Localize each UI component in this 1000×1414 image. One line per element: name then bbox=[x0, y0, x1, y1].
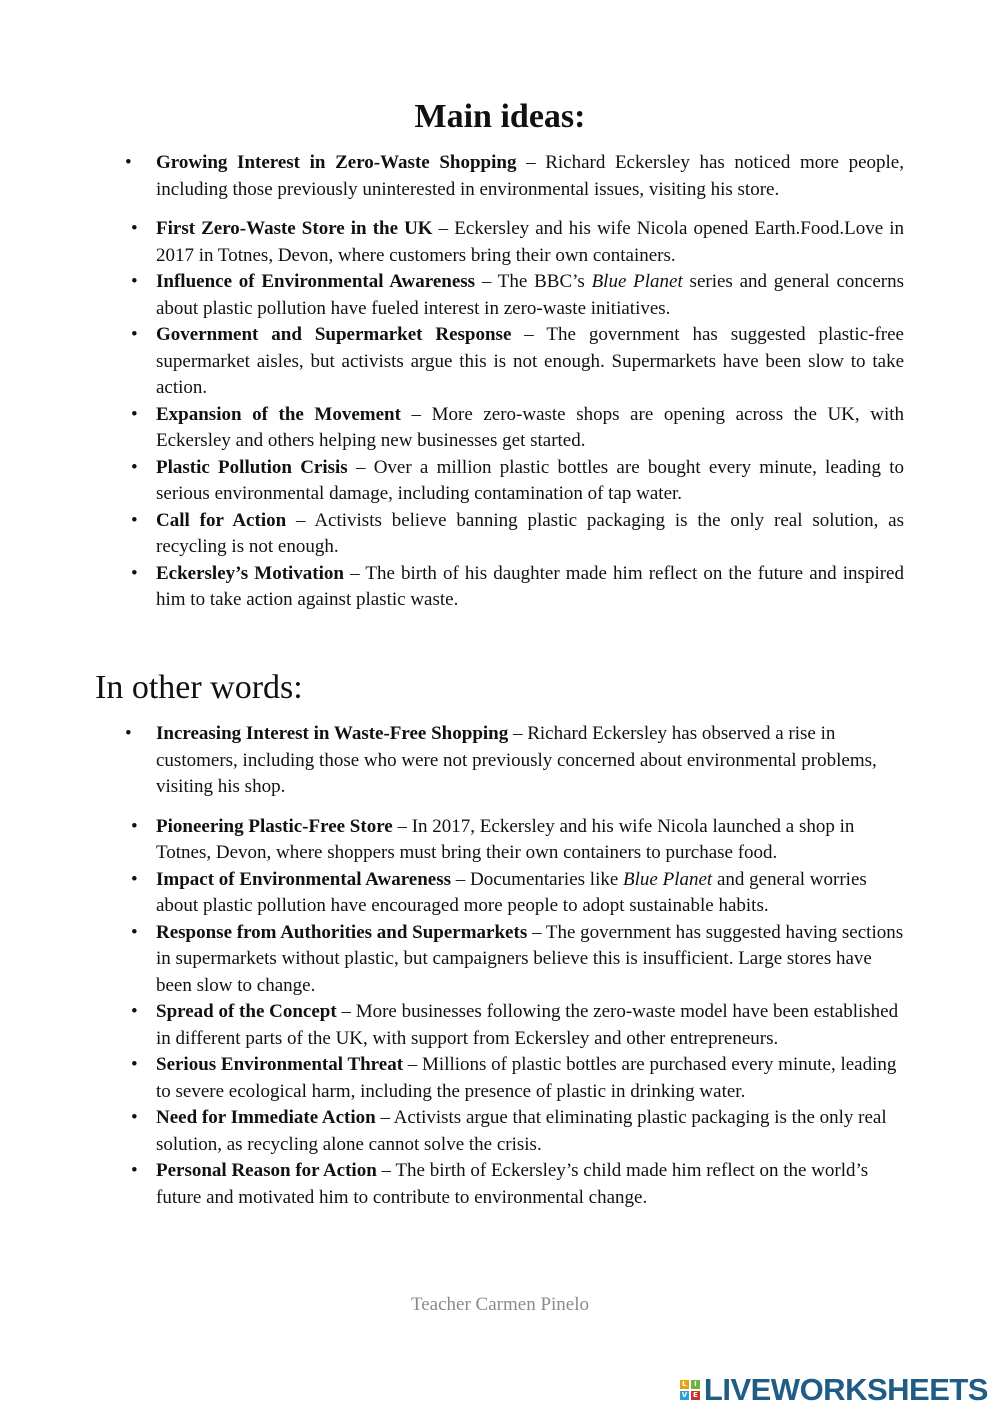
other-words-list bbox=[0, 721, 1000, 1211]
main-ideas-list bbox=[0, 150, 1000, 614]
item-text: More businesses following the zero-waste model have been established in different parts of the UK, with support from Eckersley and other entrepreneurs. bbox=[156, 1001, 899, 1049]
logo-square: I bbox=[691, 1380, 700, 1389]
item-separator: – bbox=[400, 403, 432, 425]
main-idea-item bbox=[156, 150, 904, 203]
logo-square: V bbox=[681, 1391, 688, 1399]
main-idea-item bbox=[156, 402, 904, 455]
item-separator: – bbox=[508, 723, 528, 744]
logo-square: L bbox=[680, 1380, 689, 1389]
item-text: Activists argue that eliminating plastic packaging is the only real solution, as recycling alone cannot solve the crisis. bbox=[156, 1107, 887, 1155]
item-heading: Plastic Pollution Crisis bbox=[156, 456, 348, 478]
teacher-credit: Teacher Carmen Pinelo bbox=[410, 1294, 590, 1315]
main-ideas-title: Main ideas: bbox=[414, 98, 586, 135]
item-separator: – bbox=[451, 868, 471, 890]
item-heading: Expansion of the Movement bbox=[156, 403, 401, 425]
item-heading: Growing Interest in Zero-Waste Shopping bbox=[156, 152, 517, 173]
item-heading: Serious Environmental Threat bbox=[156, 1054, 404, 1075]
liveworksheets-logo-icon bbox=[680, 1380, 700, 1400]
item-heading: First Zero-Waste Store in the UK bbox=[156, 218, 433, 239]
main-idea-item bbox=[156, 455, 904, 508]
item-separator: – bbox=[475, 271, 498, 292]
item-text: In 2017, Eckersley and his wife Nicola launched a shop in Totnes, Devon, where shoppers must bring their own containers to purchase food. bbox=[156, 815, 855, 863]
item-text: Activists believe banning plastic packaging is the only real solution, as recycling is not enough. bbox=[156, 509, 904, 557]
item-text-lead: Documentaries like bbox=[470, 868, 624, 890]
item-separator: – bbox=[376, 1160, 396, 1181]
other-words-item bbox=[156, 999, 904, 1052]
other-words-item bbox=[156, 1052, 904, 1105]
item-text: Eckersley and his wife Nicola opened Earth.Food.Love in 2017 in Totnes, Devon, where customers bring their own containers. bbox=[156, 218, 905, 266]
other-words-item bbox=[156, 1105, 904, 1158]
item-heading: Government and Supermarket Response bbox=[156, 324, 512, 345]
item-separator: – bbox=[516, 152, 546, 173]
item-separator: – bbox=[432, 218, 455, 239]
item-separator: – bbox=[286, 509, 315, 531]
main-idea-item bbox=[156, 269, 904, 322]
item-text: and general worries about plastic pollution have encouraged more people to adopt sustainable habits. bbox=[156, 868, 867, 916]
item-heading: Pioneering Plastic-Free Store bbox=[156, 815, 393, 837]
item-heading: Need for Immediate Action bbox=[156, 1107, 376, 1128]
other-words-item bbox=[156, 1158, 904, 1211]
item-text-lead: The BBC’s bbox=[497, 271, 592, 292]
liveworksheets-logo[interactable] bbox=[680, 1371, 988, 1409]
item-text: Richard Eckersley has observed a rise in customers, including those who were not previously concerned about environmental problems, visiting his shop. bbox=[156, 723, 877, 797]
other-words-item bbox=[156, 867, 904, 920]
item-heading: Eckersley’s Motivation bbox=[156, 562, 344, 584]
item-heading: Influence of Environmental Awareness bbox=[156, 271, 476, 292]
item-heading: Call for Action bbox=[156, 509, 287, 531]
main-idea-item bbox=[156, 322, 904, 402]
item-text: More zero-waste shops are opening across the UK, with Eckersley and others helping new businesses get started. bbox=[156, 403, 904, 451]
item-separator: – bbox=[527, 921, 546, 943]
item-text: The birth of his daughter made him reflect on the future and inspired him to take action against plastic waste. bbox=[156, 562, 904, 610]
item-heading: Response from Authorities and Supermarkets bbox=[156, 921, 528, 943]
item-separator: – bbox=[343, 562, 366, 584]
item-heading: Spread of the Concept bbox=[156, 1001, 337, 1022]
main-idea-item bbox=[156, 508, 904, 561]
logo-square: E bbox=[691, 1391, 700, 1400]
item-text: Over a million plastic bottles are bought every minute, leading to serious environmental damage, including contamination of tap water. bbox=[156, 456, 904, 504]
item-heading: Impact of Environmental Awareness bbox=[156, 868, 452, 890]
item-separator: – bbox=[347, 456, 374, 478]
item-text-italic: Blue Planet bbox=[591, 271, 683, 292]
item-separator: – bbox=[375, 1107, 394, 1128]
main-idea-item bbox=[156, 216, 904, 269]
other-words-item bbox=[156, 814, 904, 867]
item-text: The government has suggested plastic-free supermarket aisles, but activists argue this is not enough. Supermarkets have been slow to take action. bbox=[156, 324, 904, 398]
item-text: Millions of plastic bottles are purchased every minute, leading to severe ecological harm, including the presence of plastic in drinking water. bbox=[156, 1054, 897, 1102]
item-separator: – bbox=[336, 1001, 356, 1022]
other-words-item bbox=[156, 920, 904, 1000]
item-text: The government has suggested having sections in supermarkets without plastic, but campaigners believe this is insufficient. Large stores have been slow to change. bbox=[156, 921, 904, 996]
item-separator: – bbox=[511, 324, 547, 345]
item-text: The birth of Eckersley’s child made him reflect on the world’s future and motivated him to contribute to environmental change. bbox=[156, 1160, 869, 1208]
item-separator: – bbox=[392, 815, 412, 837]
main-idea-item bbox=[156, 561, 904, 614]
item-text-italic: Blue Planet bbox=[623, 868, 713, 890]
item-text: Richard Eckersley has noticed more people, including those previously uninterested in environmental issues, visiting his store. bbox=[156, 152, 904, 200]
item-text: series and general concerns about plastic pollution have fueled interest in zero-waste initiatives. bbox=[156, 271, 905, 319]
logo-text: LIVEWORKSHEETS bbox=[703, 1372, 988, 1407]
item-heading: Increasing Interest in Waste-Free Shopping bbox=[156, 723, 509, 744]
item-heading: Personal Reason for Action bbox=[156, 1160, 377, 1181]
other-words-item bbox=[156, 721, 904, 801]
other-words-title: In other words: bbox=[95, 669, 303, 706]
item-separator: – bbox=[403, 1054, 423, 1075]
